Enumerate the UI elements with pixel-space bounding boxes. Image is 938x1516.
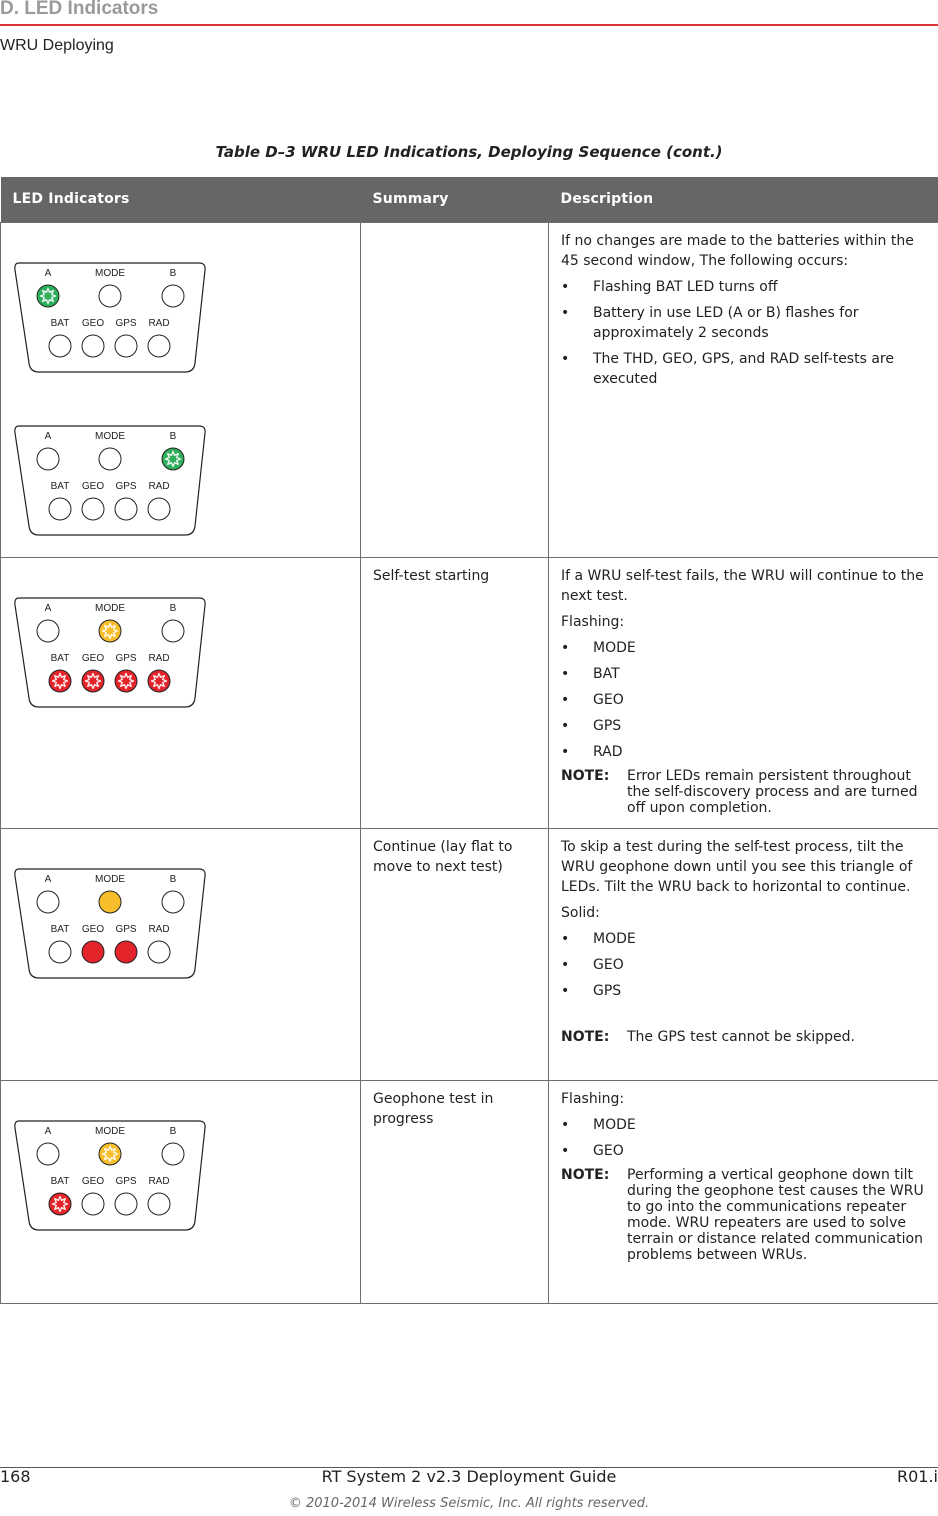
- led-label-b: B: [169, 873, 177, 885]
- summary-cell: Self-test starting: [361, 557, 549, 828]
- led-label-bat: BAT: [50, 652, 70, 664]
- led-label-a: A: [44, 430, 52, 442]
- led-b-off: [162, 1143, 184, 1165]
- led-bat-off: [49, 941, 71, 963]
- document-title: RT System 2 v2.3 Deployment Guide: [321, 1467, 617, 1486]
- led-mode-off: [99, 285, 121, 307]
- led-mode-off: [99, 448, 121, 470]
- table-row: [1, 557, 938, 828]
- summary-cell: [361, 222, 549, 557]
- led-label-a: A: [44, 1125, 52, 1137]
- wru-panel-outline: [15, 869, 205, 978]
- led-geo-red: [82, 941, 104, 963]
- led-panel: [13, 867, 207, 981]
- table-row: [1, 222, 938, 557]
- wru-panel-outline: [15, 598, 205, 707]
- note-text: Error LEDs remain persistent throughout the self-discovery process and are turned off upon completion.: [627, 767, 918, 816]
- led-label-b: B: [169, 1125, 177, 1137]
- led-label-geo: GEO: [81, 317, 105, 329]
- led-label-a: A: [44, 602, 52, 614]
- note-label: NOTE:: [561, 767, 610, 784]
- bullet-item: • Battery in use LED (A or B) flashes for approximately 2 seconds: [561, 303, 926, 343]
- led-gps-off: [115, 498, 137, 520]
- description-bullet-list: [561, 929, 926, 1001]
- wru-panel-outline: [15, 1121, 205, 1230]
- section-title: D. LED Indicators: [0, 0, 159, 19]
- led-geo-off: [82, 498, 104, 520]
- led-label-a: A: [44, 267, 52, 279]
- table-caption: Table D–3 WRU LED Indications, Deploying Sequence (cont.): [215, 143, 723, 161]
- description-paragraph: If a WRU self-test fails, the WRU will continue to the next test.: [561, 567, 924, 604]
- bullet-item: • GEO: [561, 955, 926, 975]
- led-rad-off: [148, 498, 170, 520]
- led-label-gps: GPS: [115, 480, 137, 492]
- column-header-summary: Summary: [361, 177, 549, 222]
- led-gps-off: [115, 335, 137, 357]
- led-geo-off: [82, 1193, 104, 1215]
- led-label-rad: RAD: [148, 923, 170, 935]
- led-label-b: B: [169, 430, 177, 442]
- led-label-bat: BAT: [50, 1175, 70, 1187]
- led-panel-graphic: [13, 261, 207, 375]
- led-indicator-cell: [1, 222, 361, 557]
- led-label-rad: RAD: [148, 652, 170, 664]
- section-subtitle: WRU Deploying: [0, 37, 114, 54]
- table-row: [1, 828, 938, 1080]
- led-label-geo: GEO: [81, 480, 105, 492]
- led-gps-off: [115, 1193, 137, 1215]
- wru-panel-outline: [15, 263, 205, 372]
- led-panel-graphic: [13, 1119, 207, 1233]
- note: [561, 1029, 926, 1045]
- description-paragraph: To skip a test during the self-test process, tilt the WRU geophone down until you see this triangle of LEDs. Tilt the WRU back to horizontal to continue.: [561, 838, 913, 895]
- table-header-row: [1, 177, 938, 222]
- led-label-geo: GEO: [81, 652, 105, 664]
- summary-cell: Continue (lay flat to move to next test): [361, 828, 549, 1080]
- led-panel: [13, 1119, 207, 1233]
- led-label-b: B: [169, 602, 177, 614]
- led-b-off: [162, 620, 184, 642]
- note-label: NOTE:: [561, 1028, 610, 1045]
- led-geo-off: [82, 335, 104, 357]
- description-bullet-list: [561, 638, 926, 762]
- description-paragraph: Solid:: [561, 904, 600, 921]
- bullet-item: • GPS: [561, 716, 926, 736]
- led-panel-graphic: [13, 596, 207, 710]
- bullet-item: • The THD, GEO, GPS, and RAD self-tests are executed: [561, 349, 926, 389]
- led-a-off: [37, 1143, 59, 1165]
- note: [561, 768, 926, 816]
- led-panel: [13, 596, 207, 710]
- table-row: [1, 1080, 938, 1303]
- led-rad-off: [148, 335, 170, 357]
- led-panel-graphic: [13, 867, 207, 981]
- led-indicator-cell: [1, 557, 361, 828]
- led-label-a: A: [44, 873, 52, 885]
- description-paragraph: Flashing:: [561, 613, 625, 630]
- header-rule: [0, 24, 938, 26]
- led-label-bat: BAT: [50, 480, 70, 492]
- led-label-mode: MODE: [95, 1125, 125, 1137]
- description-bullet-list: [561, 1115, 926, 1161]
- copyright: © 2010-2014 Wireless Seismic, Inc. All rights reserved.: [288, 1496, 650, 1511]
- led-label-gps: GPS: [115, 317, 137, 329]
- led-label-bat: BAT: [50, 317, 70, 329]
- description-paragraph: Flashing:: [561, 1090, 625, 1107]
- led-label-geo: GEO: [81, 1175, 105, 1187]
- description-cell: [549, 1080, 938, 1303]
- led-b-off: [162, 891, 184, 913]
- led-panel-graphic: [13, 424, 207, 538]
- note: [561, 1167, 926, 1263]
- note-text: Performing a vertical geophone down tilt during the geophone test causes the WRU to go into the communications repeater mode. WRU repeaters are used to solve terrain or distance related communication problems between WRUs.: [627, 1166, 924, 1263]
- led-label-mode: MODE: [95, 430, 125, 442]
- wru-panel-outline: [15, 426, 205, 535]
- page-number: 168: [0, 1467, 31, 1486]
- column-header-description: Description: [549, 177, 938, 222]
- revision: R01.i: [896, 1467, 938, 1486]
- led-label-mode: MODE: [95, 602, 125, 614]
- led-label-geo: GEO: [81, 923, 105, 935]
- led-mode-yellow: [99, 891, 121, 913]
- bullet-item: • GPS: [561, 981, 926, 1001]
- bullet-item: • BAT: [561, 664, 926, 684]
- led-label-gps: GPS: [115, 1175, 137, 1187]
- led-indications-table: [0, 177, 938, 1304]
- description-paragraph: If no changes are made to the batteries within the 45 second window, The following occurs:: [561, 232, 914, 269]
- led-label-rad: RAD: [148, 1175, 170, 1187]
- led-label-gps: GPS: [115, 652, 137, 664]
- led-label-mode: MODE: [95, 267, 125, 279]
- note-text: The GPS test cannot be skipped.: [627, 1028, 855, 1045]
- bullet-item: • GEO: [561, 690, 926, 710]
- led-panel: [13, 261, 207, 375]
- led-panel: [13, 424, 207, 538]
- led-a-off: [37, 620, 59, 642]
- led-label-gps: GPS: [115, 923, 137, 935]
- led-label-bat: BAT: [50, 923, 70, 935]
- led-b-off: [162, 285, 184, 307]
- led-label-rad: RAD: [148, 317, 170, 329]
- led-label-mode: MODE: [95, 873, 125, 885]
- bullet-item: • RAD: [561, 742, 926, 762]
- led-indicator-cell: [1, 828, 361, 1080]
- description-cell: [549, 828, 938, 1080]
- led-rad-off: [148, 1193, 170, 1215]
- led-gps-red: [115, 941, 137, 963]
- led-a-off: [37, 891, 59, 913]
- led-rad-off: [148, 941, 170, 963]
- led-indicator-cell: [1, 1080, 361, 1303]
- led-label-b: B: [169, 267, 177, 279]
- bullet-item: • MODE: [561, 638, 926, 658]
- led-label-rad: RAD: [148, 480, 170, 492]
- led-a-off: [37, 448, 59, 470]
- led-bat-off: [49, 498, 71, 520]
- led-bat-off: [49, 335, 71, 357]
- description-cell: [549, 222, 938, 557]
- bullet-item: • GEO: [561, 1141, 926, 1161]
- description-bullet-list: [561, 277, 926, 389]
- bullet-item: • Flashing BAT LED turns off: [561, 277, 926, 297]
- bullet-item: • MODE: [561, 1115, 926, 1135]
- column-header-led-indicators: LED Indicators: [1, 177, 361, 222]
- summary-cell: Geophone test in progress: [361, 1080, 549, 1303]
- note-label: NOTE:: [561, 1166, 610, 1183]
- description-cell: [549, 557, 938, 828]
- bullet-item: • MODE: [561, 929, 926, 949]
